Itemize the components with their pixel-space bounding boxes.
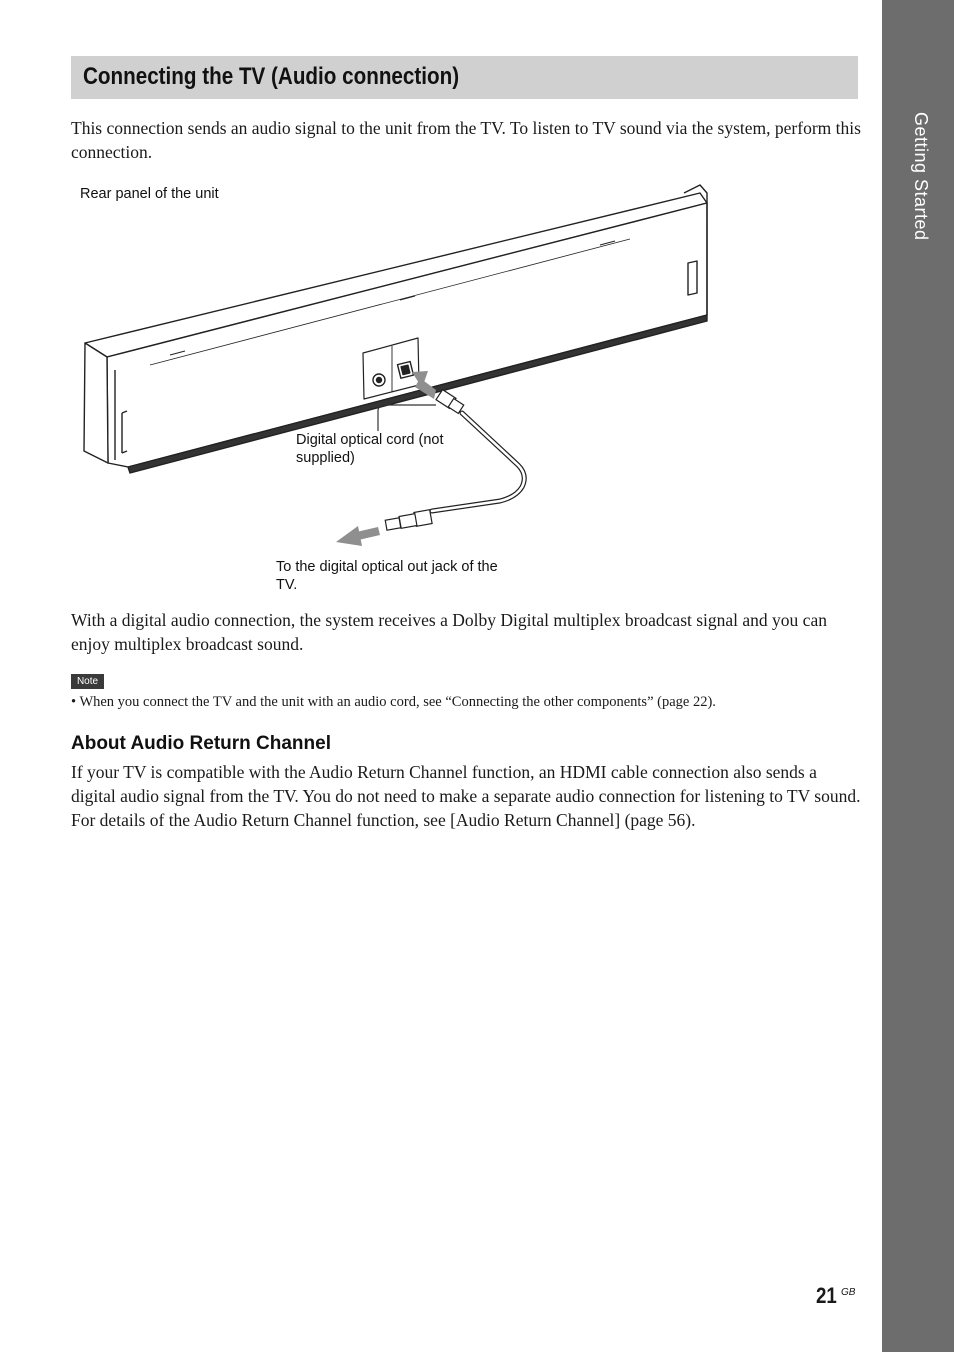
note-text: • When you connect the TV and the unit with an audio cord, see “Connecting the other components” (page 22). — [71, 694, 716, 710]
lower-plug-icon — [385, 510, 432, 530]
side-tab-label: Getting Started — [911, 112, 931, 241]
page-title: Connecting the TV (Audio connection) — [83, 63, 460, 90]
page-number: 21 — [816, 1283, 837, 1308]
intro-paragraph: This connection sends an audio signal to the unit from the TV. To listen to TV sound via the system, perform this connection. — [71, 118, 861, 162]
upper-plug-icon — [436, 390, 464, 414]
tv-jack-label: To the digital optical out jack of the TV. — [276, 559, 498, 593]
rear-panel-label: Rear panel of the unit — [80, 186, 219, 202]
connection-diagram — [70, 175, 720, 575]
cord-label: Digital optical cord (not supplied) — [296, 432, 444, 466]
title-bar — [71, 56, 858, 99]
page-number-suffix: GB — [841, 1287, 856, 1298]
note-badge: Note — [71, 674, 104, 689]
digital-connection-paragraph: With a digital audio connection, the system receives a Dolby Digital multiplex broadcast signal and you can enjoy multiplex broadcast sound. — [71, 610, 827, 654]
arc-heading: About Audio Return Channel — [71, 733, 331, 754]
arc-paragraph: If your TV is compatible with the Audio Return Channel function, an HDMI cable connection also sends a digital audio signal from the TV. You do not need to make a separate audio connection for listening to TV sound. For details of the Audio Return Channel function, see [Audio Return Channel] (page 56). — [71, 762, 861, 830]
unit-left-side — [84, 343, 108, 463]
